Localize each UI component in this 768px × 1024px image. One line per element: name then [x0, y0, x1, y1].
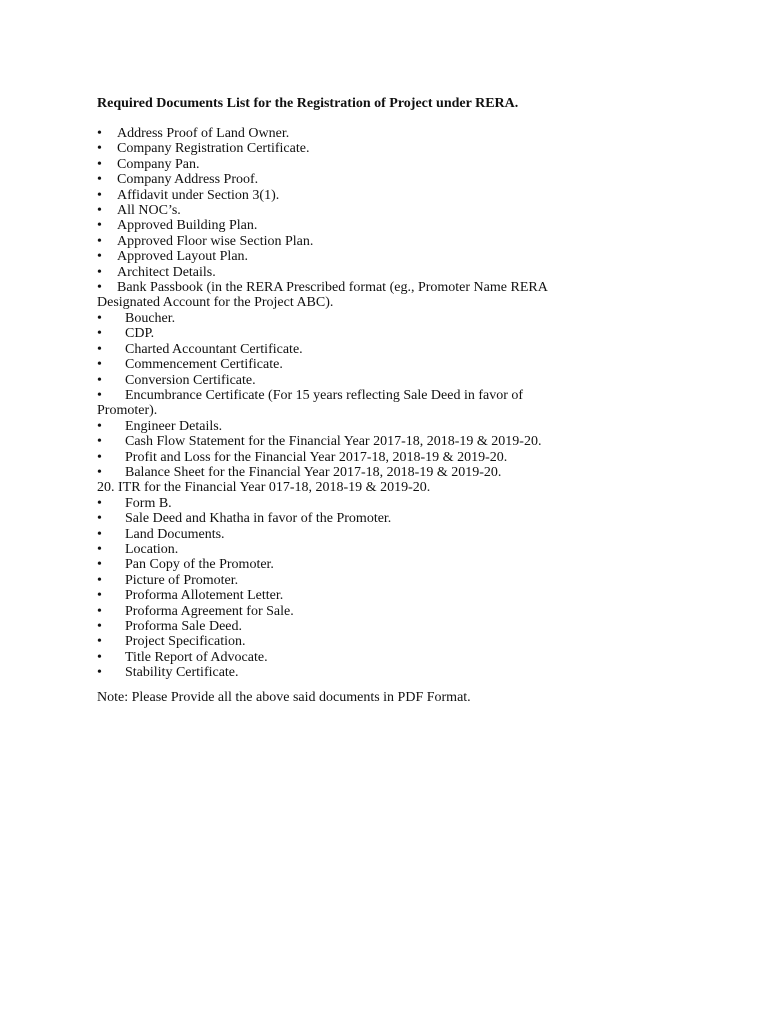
list-item-text: Company Pan. — [117, 156, 200, 172]
list-item — [97, 450, 697, 465]
list-item-text: All NOC’s. — [117, 203, 181, 219]
bullet-icon: • — [97, 172, 102, 188]
list-item-text: Encumbrance Certificate (For 15 years reflecting Sale Deed in favor of — [125, 387, 524, 403]
list-item — [97, 203, 697, 218]
document-page — [97, 95, 697, 706]
list-item-text: Cash Flow Statement for the Financial Year 2017-18, 2018-19 & 2019-20. — [125, 434, 542, 450]
list-item — [97, 434, 697, 449]
list-item-text: Title Report of Advocate. — [125, 649, 268, 665]
bullet-icon: • — [97, 372, 102, 388]
list-item — [97, 357, 697, 372]
list-item — [97, 188, 697, 203]
list-item-text: Affidavit under Section 3(1). — [117, 187, 280, 203]
list-item-text: Architect Details. — [117, 264, 216, 280]
bullet-icon: • — [97, 557, 102, 573]
list-item — [97, 234, 697, 249]
bullet-icon: • — [97, 233, 102, 249]
bullet-icon: • — [97, 526, 102, 542]
required-documents-list — [97, 126, 697, 681]
list-item-text: Approved Floor wise Section Plan. — [117, 233, 314, 249]
list-item — [97, 249, 697, 264]
list-item-text: Proforma Agreement for Sale. — [125, 603, 294, 619]
bullet-icon: • — [97, 264, 102, 280]
list-item-text: Project Specification. — [125, 634, 246, 650]
list-item — [97, 604, 697, 619]
bullet-icon: • — [97, 588, 102, 604]
list-item-text: Engineer Details. — [125, 418, 223, 434]
list-item-text: Pan Copy of the Promoter. — [125, 557, 274, 573]
list-item — [97, 542, 697, 557]
bullet-icon: • — [97, 572, 102, 588]
list-item — [97, 218, 697, 233]
list-item — [97, 280, 697, 311]
list-item — [97, 496, 697, 511]
pdf-format-note: Note: Please Provide all the above said documents in PDF Format. — [97, 689, 471, 705]
list-item-text: Boucher. — [125, 310, 176, 326]
bullet-icon: • — [97, 126, 102, 141]
bullet-icon: • — [97, 649, 102, 665]
list-item-text: Address Proof of Land Owner. — [117, 126, 290, 141]
bullet-icon: • — [97, 203, 102, 219]
list-item — [97, 665, 697, 680]
list-item-text: Approved Building Plan. — [117, 218, 258, 234]
bullet-icon: • — [97, 541, 102, 557]
list-item-text: Commencement Certificate. — [125, 357, 283, 373]
bullet-icon: • — [97, 156, 102, 172]
list-item — [97, 480, 697, 495]
bullet-icon: • — [97, 357, 102, 373]
list-item-text: Company Address Proof. — [117, 172, 259, 188]
list-item-text: Sale Deed and Khatha in favor of the Promoter. — [125, 511, 392, 527]
list-item — [97, 557, 697, 572]
list-item-text: CDP. — [125, 326, 155, 342]
list-item — [97, 634, 697, 649]
bullet-icon: • — [97, 449, 102, 465]
list-item — [97, 511, 697, 526]
bullet-icon: • — [97, 326, 102, 342]
bullet-icon: • — [97, 418, 102, 434]
list-item-text: Picture of Promoter. — [125, 572, 239, 588]
bullet-icon: • — [97, 341, 102, 357]
bullet-icon: • — [97, 434, 102, 450]
bullet-icon: • — [97, 141, 102, 157]
bullet-icon: • — [97, 218, 102, 234]
bullet-icon: • — [97, 310, 102, 326]
bullet-icon: • — [97, 634, 102, 650]
list-item — [97, 619, 697, 634]
list-item — [97, 342, 697, 357]
list-item — [97, 388, 697, 419]
list-item-continuation: Promoter). — [97, 403, 158, 419]
bullet-icon: • — [97, 387, 102, 403]
list-item — [97, 157, 697, 172]
bullet-icon: • — [97, 665, 102, 681]
list-item-text: Profit and Loss for the Financial Year 2017-18, 2018-19 & 2019-20. — [125, 449, 508, 465]
bullet-icon: • — [97, 249, 102, 265]
list-item — [97, 573, 697, 588]
bullet-icon: • — [97, 187, 102, 203]
list-item — [97, 419, 697, 434]
list-item — [97, 326, 697, 341]
list-item — [97, 311, 697, 326]
list-item-text: Proforma Sale Deed. — [125, 619, 243, 634]
bullet-icon: • — [97, 603, 102, 619]
list-item-text: Approved Layout Plan. — [117, 249, 249, 265]
list-item — [97, 465, 697, 480]
list-item — [97, 265, 697, 280]
list-item-text: Proforma Allotement Letter. — [125, 588, 284, 604]
list-item — [97, 126, 697, 141]
list-item-text: Stability Certificate. — [125, 665, 239, 681]
list-item — [97, 373, 697, 388]
list-item-text: Conversion Certificate. — [125, 372, 256, 388]
bullet-icon: • — [97, 619, 102, 634]
list-item-text: Location. — [125, 541, 179, 557]
list-item-text: Land Documents. — [125, 526, 225, 542]
list-item-text: Charted Accountant Certificate. — [125, 341, 303, 357]
list-item — [97, 588, 697, 603]
document-title: Required Documents List for the Registration of Project under RERA. — [97, 96, 519, 111]
bullet-icon: • — [97, 280, 102, 296]
list-item — [97, 527, 697, 542]
list-item-continuation: Designated Account for the Project ABC). — [97, 295, 334, 311]
list-item-text: Balance Sheet for the Financial Year 2017-18, 2018-19 & 2019-20. — [125, 464, 502, 480]
list-item-text: 20. ITR for the Financial Year 017-18, 2018-19 & 2019-20. — [97, 480, 431, 496]
list-item — [97, 141, 697, 156]
list-item — [97, 650, 697, 665]
list-item — [97, 172, 697, 187]
list-item-text: Bank Passbook (in the RERA Prescribed format (eg., Promoter Name RERA — [117, 280, 548, 296]
bullet-icon: • — [97, 495, 102, 511]
bullet-icon: • — [97, 511, 102, 527]
list-item-text: Form B. — [125, 495, 172, 511]
bullet-icon: • — [97, 464, 102, 480]
list-item-text: Company Registration Certificate. — [117, 141, 310, 157]
